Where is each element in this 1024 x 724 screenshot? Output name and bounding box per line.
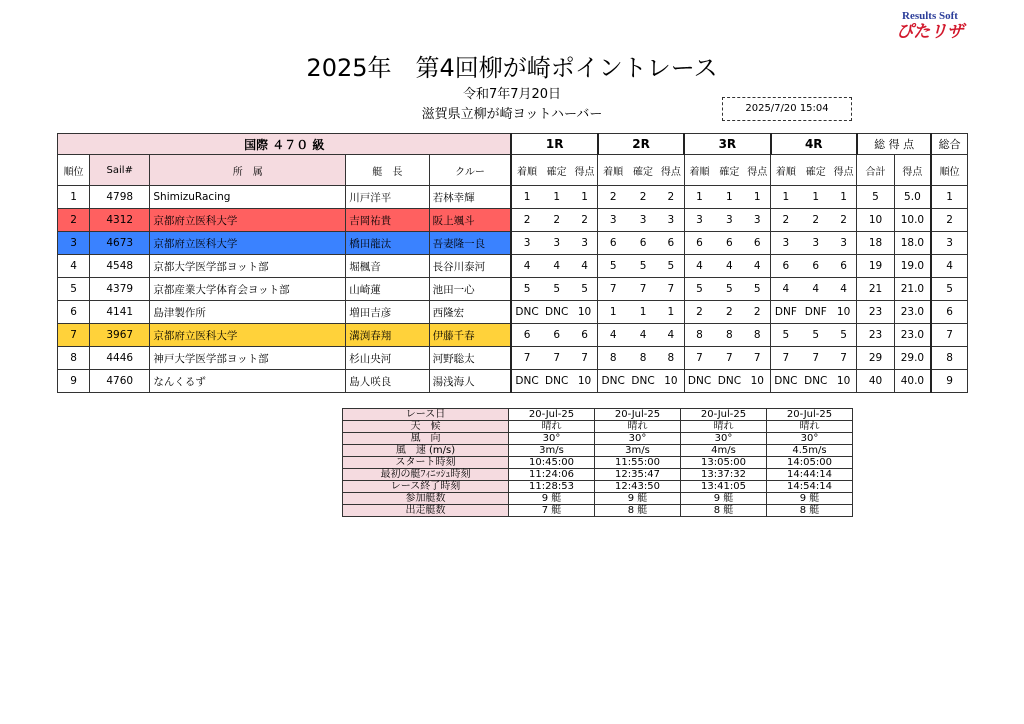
results-table <box>57 133 968 393</box>
points-cell: 1 <box>658 301 684 324</box>
points-cell: 7 <box>572 347 598 370</box>
skipper-cell: 島人咲良 <box>346 370 429 393</box>
rank-cell: 5 <box>58 278 90 301</box>
skipper-cell: 堀楓音 <box>346 255 429 278</box>
conditions-value: 11:55:00 <box>595 457 681 469</box>
conditions-label: 最初の艇ﾌｨﾆｯｼｭ時刻 <box>343 469 509 481</box>
points-cell: 10 <box>831 370 857 393</box>
confirm-cell: DNC <box>714 370 744 393</box>
col-sum-header: 合計 <box>857 155 894 186</box>
finish-cell: 4 <box>511 255 541 278</box>
points-cell: 2 <box>744 301 770 324</box>
club-cell: 島津製作所 <box>150 301 346 324</box>
confirm-cell: 5 <box>542 278 572 301</box>
score-cell: 5.0 <box>894 186 931 209</box>
class-name: 国際 ４７０ 級 <box>58 134 512 155</box>
conditions-value: 20-Jul-25 <box>509 409 595 421</box>
finish-cell: DNC <box>511 301 541 324</box>
skipper-cell: 増田吉彦 <box>346 301 429 324</box>
conditions-value: 晴れ <box>509 421 595 433</box>
confirm-cell: DNC <box>542 370 572 393</box>
club-cell: 京都府立医科大学 <box>150 232 346 255</box>
conditions-value: 20-Jul-25 <box>595 409 681 421</box>
conditions-value: 13:37:32 <box>681 469 767 481</box>
sum-cell: 10 <box>857 209 894 232</box>
confirm-cell: DNF <box>801 301 831 324</box>
confirm-cell: 6 <box>801 255 831 278</box>
conditions-value: 12:35:47 <box>595 469 681 481</box>
confirm-cell: 2 <box>801 209 831 232</box>
print-timestamp: 2025/7/20 15:04 <box>722 97 852 121</box>
confirm-cell: 3 <box>542 232 572 255</box>
race-header-4: 4R <box>771 134 857 155</box>
club-cell: 京都産業大学体育会ヨット部 <box>150 278 346 301</box>
logo-line1: Results Soft <box>902 10 958 22</box>
confirm-cell: 6 <box>714 232 744 255</box>
conditions-row <box>343 457 853 469</box>
race-conditions-table <box>342 408 853 517</box>
finish-cell: DNC <box>598 370 628 393</box>
points-cell: 3 <box>658 209 684 232</box>
score-cell: 23.0 <box>894 301 931 324</box>
finish-cell: 2 <box>511 209 541 232</box>
col-club-header: 所 属 <box>150 155 346 186</box>
finish-cell: DNC <box>511 370 541 393</box>
finish-cell: 6 <box>598 232 628 255</box>
sum-cell: 29 <box>857 347 894 370</box>
confirm-cell: DNC <box>542 301 572 324</box>
score-cell: 18.0 <box>894 232 931 255</box>
points-cell: 10 <box>744 370 770 393</box>
finish-cell: 2 <box>598 186 628 209</box>
points-cell: 4 <box>831 278 857 301</box>
rank-cell: 1 <box>58 186 90 209</box>
skipper-cell: 橋田龍汰 <box>346 232 429 255</box>
conditions-value: 11:24:06 <box>509 469 595 481</box>
conditions-value: 13:05:00 <box>681 457 767 469</box>
conditions-value: 晴れ <box>595 421 681 433</box>
conditions-value: 9 艇 <box>767 493 853 505</box>
points-cell: 5 <box>744 278 770 301</box>
conditions-row <box>343 433 853 445</box>
crew-cell: 湯浅海人 <box>429 370 511 393</box>
confirm-cell: 2 <box>542 209 572 232</box>
club-cell: ShimizuRacing <box>150 186 346 209</box>
points-cell: 8 <box>658 347 684 370</box>
conditions-label: 風 速 (m/s) <box>343 445 509 457</box>
confirm-cell: 1 <box>714 186 744 209</box>
finish-cell: 2 <box>684 301 714 324</box>
sub-points-header: 得点 <box>831 155 857 186</box>
race-header-3: 3R <box>684 134 770 155</box>
finish-cell: 7 <box>598 278 628 301</box>
final-rank-cell: 4 <box>931 255 967 278</box>
sub-finish-header: 着順 <box>684 155 714 186</box>
skipper-cell: 吉岡祐貴 <box>346 209 429 232</box>
sub-finish-header: 着順 <box>598 155 628 186</box>
header-row-1 <box>58 134 968 155</box>
points-cell: 6 <box>658 232 684 255</box>
final-rank-cell: 7 <box>931 324 967 347</box>
skipper-cell: 山崎蓮 <box>346 278 429 301</box>
finish-cell: 4 <box>771 278 801 301</box>
results-soft-logo <box>880 10 980 42</box>
conditions-label: 風 向 <box>343 433 509 445</box>
finish-cell: DNC <box>771 370 801 393</box>
conditions-label: レース終了時刻 <box>343 481 509 493</box>
conditions-value: 30° <box>509 433 595 445</box>
conditions-label: 参加艇数 <box>343 493 509 505</box>
confirm-cell: 4 <box>542 255 572 278</box>
sail-cell: 4141 <box>90 301 150 324</box>
rank-cell: 9 <box>58 370 90 393</box>
final-rank-cell: 6 <box>931 301 967 324</box>
conditions-value: 9 艇 <box>595 493 681 505</box>
points-cell: 2 <box>658 186 684 209</box>
sum-cell: 5 <box>857 186 894 209</box>
sub-finish-header: 着順 <box>771 155 801 186</box>
points-cell: 1 <box>744 186 770 209</box>
finish-cell: 5 <box>598 255 628 278</box>
points-cell: 6 <box>572 324 598 347</box>
points-cell: 10 <box>572 370 598 393</box>
rank-cell: 7 <box>58 324 90 347</box>
header-row-2 <box>58 155 968 186</box>
confirm-cell: 4 <box>628 324 658 347</box>
conditions-value: 7 艇 <box>509 505 595 517</box>
finish-cell: 7 <box>684 347 714 370</box>
sail-cell: 4446 <box>90 347 150 370</box>
finish-cell: 7 <box>771 347 801 370</box>
club-cell: 神戸大学医学部ヨット部 <box>150 347 346 370</box>
points-cell: 10 <box>658 370 684 393</box>
finish-cell: 4 <box>684 255 714 278</box>
points-cell: 1 <box>831 186 857 209</box>
sail-cell: 4798 <box>90 186 150 209</box>
conditions-value: 14:05:00 <box>767 457 853 469</box>
conditions-value: 9 艇 <box>681 493 767 505</box>
overall-header: 総合 <box>931 134 967 155</box>
conditions-value: 14:54:14 <box>767 481 853 493</box>
conditions-label: スタート時刻 <box>343 457 509 469</box>
points-cell: 10 <box>572 301 598 324</box>
race-date: 令和7年7月20日 <box>462 87 562 102</box>
crew-cell: 西隆宏 <box>429 301 511 324</box>
confirm-cell: 1 <box>801 186 831 209</box>
points-cell: 3 <box>831 232 857 255</box>
rank-cell: 4 <box>58 255 90 278</box>
table-row <box>58 370 968 393</box>
finish-cell: 6 <box>684 232 714 255</box>
sail-cell: 4379 <box>90 278 150 301</box>
crew-cell: 伊藤千春 <box>429 324 511 347</box>
score-cell: 10.0 <box>894 209 931 232</box>
finish-cell: 1 <box>684 186 714 209</box>
col-crew-header: クルー <box>429 155 511 186</box>
rank-cell: 3 <box>58 232 90 255</box>
points-cell: 6 <box>831 255 857 278</box>
finish-cell: 5 <box>771 324 801 347</box>
finish-cell: 3 <box>684 209 714 232</box>
points-cell: 5 <box>572 278 598 301</box>
sail-cell: 3967 <box>90 324 150 347</box>
conditions-value: 30° <box>767 433 853 445</box>
col-sail-header: Sail# <box>90 155 150 186</box>
sail-cell: 4673 <box>90 232 150 255</box>
rank-cell: 2 <box>58 209 90 232</box>
points-cell: 8 <box>744 324 770 347</box>
confirm-cell: 2 <box>628 186 658 209</box>
sub-points-header: 得点 <box>572 155 598 186</box>
points-cell: 7 <box>831 347 857 370</box>
confirm-cell: 7 <box>714 347 744 370</box>
skipper-cell: 溝渕春翔 <box>346 324 429 347</box>
skipper-cell: 杉山央河 <box>346 347 429 370</box>
conditions-row <box>343 481 853 493</box>
finish-cell: 7 <box>511 347 541 370</box>
finish-cell: 3 <box>771 232 801 255</box>
table-row <box>58 255 968 278</box>
score-cell: 40.0 <box>894 370 931 393</box>
conditions-value: 9 艇 <box>509 493 595 505</box>
points-cell: 1 <box>572 186 598 209</box>
conditions-row <box>343 409 853 421</box>
finish-cell: DNC <box>684 370 714 393</box>
conditions-row <box>343 469 853 481</box>
confirm-cell: 8 <box>714 324 744 347</box>
points-cell: 6 <box>744 232 770 255</box>
conditions-value: 30° <box>595 433 681 445</box>
club-cell: 京都府立医科大学 <box>150 209 346 232</box>
conditions-value: 晴れ <box>681 421 767 433</box>
conditions-value: 30° <box>681 433 767 445</box>
conditions-value: 8 艇 <box>595 505 681 517</box>
conditions-row <box>343 445 853 457</box>
final-rank-cell: 3 <box>931 232 967 255</box>
club-cell: なんくるず <box>150 370 346 393</box>
table-row <box>58 347 968 370</box>
points-cell: 5 <box>658 255 684 278</box>
conditions-value: 晴れ <box>767 421 853 433</box>
points-cell: 2 <box>831 209 857 232</box>
conditions-value: 3m/s <box>595 445 681 457</box>
col-rank-header: 順位 <box>58 155 90 186</box>
finish-cell: 4 <box>598 324 628 347</box>
finish-cell: 3 <box>511 232 541 255</box>
sail-cell: 4548 <box>90 255 150 278</box>
conditions-value: 20-Jul-25 <box>681 409 767 421</box>
venue: 滋賀県立柳が崎ヨットハーバー <box>421 107 603 122</box>
confirm-cell: 7 <box>801 347 831 370</box>
finish-cell: 6 <box>771 255 801 278</box>
final-rank-cell: 9 <box>931 370 967 393</box>
confirm-cell: 7 <box>542 347 572 370</box>
crew-cell: 長谷川泰河 <box>429 255 511 278</box>
confirm-cell: 5 <box>714 278 744 301</box>
confirm-cell: 5 <box>628 255 658 278</box>
conditions-row <box>343 421 853 433</box>
confirm-cell: DNC <box>801 370 831 393</box>
sum-cell: 23 <box>857 324 894 347</box>
finish-cell: 8 <box>684 324 714 347</box>
points-cell: 3 <box>744 209 770 232</box>
confirm-cell: 1 <box>542 186 572 209</box>
skipper-cell: 川戸洋平 <box>346 186 429 209</box>
conditions-row <box>343 505 853 517</box>
confirm-cell: 3 <box>714 209 744 232</box>
confirm-cell: 3 <box>628 209 658 232</box>
confirm-cell: 2 <box>714 301 744 324</box>
finish-cell: 1 <box>511 186 541 209</box>
conditions-value: 13:41:05 <box>681 481 767 493</box>
points-cell: 4 <box>658 324 684 347</box>
conditions-value: 4.5m/s <box>767 445 853 457</box>
confirm-cell: 7 <box>628 278 658 301</box>
conditions-value: 4m/s <box>681 445 767 457</box>
conditions-value: 11:28:53 <box>509 481 595 493</box>
crew-cell: 池田一心 <box>429 278 511 301</box>
crew-cell: 河野聡太 <box>429 347 511 370</box>
points-cell: 7 <box>744 347 770 370</box>
sum-cell: 21 <box>857 278 894 301</box>
confirm-cell: 1 <box>628 301 658 324</box>
confirm-cell: DNC <box>628 370 658 393</box>
rank-cell: 8 <box>58 347 90 370</box>
conditions-row <box>343 493 853 505</box>
score-cell: 19.0 <box>894 255 931 278</box>
conditions-value: 3m/s <box>509 445 595 457</box>
finish-cell: 6 <box>511 324 541 347</box>
sum-cell: 19 <box>857 255 894 278</box>
crew-cell: 若林幸輝 <box>429 186 511 209</box>
col-score-header: 得点 <box>894 155 931 186</box>
final-rank-cell: 1 <box>931 186 967 209</box>
crew-cell: 阪上颯斗 <box>429 209 511 232</box>
conditions-value: 14:44:14 <box>767 469 853 481</box>
confirm-cell: 5 <box>801 324 831 347</box>
confirm-cell: 4 <box>714 255 744 278</box>
score-cell: 23.0 <box>894 324 931 347</box>
club-cell: 京都府立医科大学 <box>150 324 346 347</box>
col-final-rank-header: 順位 <box>931 155 967 186</box>
sub-confirm-header: 確定 <box>542 155 572 186</box>
final-rank-cell: 8 <box>931 347 967 370</box>
table-row <box>58 186 968 209</box>
finish-cell: DNF <box>771 301 801 324</box>
finish-cell: 5 <box>511 278 541 301</box>
page-title: 2025年 第4回柳が崎ポイントレース <box>306 54 718 82</box>
points-cell: 2 <box>572 209 598 232</box>
finish-cell: 2 <box>771 209 801 232</box>
sail-cell: 4760 <box>90 370 150 393</box>
table-row <box>58 278 968 301</box>
col-skipper-header: 艇 長 <box>346 155 429 186</box>
confirm-cell: 3 <box>801 232 831 255</box>
race-header-2: 2R <box>598 134 684 155</box>
final-rank-cell: 5 <box>931 278 967 301</box>
finish-cell: 8 <box>598 347 628 370</box>
conditions-value: 8 艇 <box>681 505 767 517</box>
table-row <box>58 209 968 232</box>
confirm-cell: 6 <box>628 232 658 255</box>
table-row <box>58 232 968 255</box>
sum-cell: 18 <box>857 232 894 255</box>
sum-cell: 23 <box>857 301 894 324</box>
total-points-header: 総 得 点 <box>857 134 931 155</box>
finish-cell: 1 <box>771 186 801 209</box>
points-cell: 5 <box>831 324 857 347</box>
final-rank-cell: 2 <box>931 209 967 232</box>
conditions-label: レース日 <box>343 409 509 421</box>
finish-cell: 5 <box>684 278 714 301</box>
finish-cell: 3 <box>598 209 628 232</box>
sub-points-header: 得点 <box>658 155 684 186</box>
race-header-1: 1R <box>511 134 597 155</box>
confirm-cell: 6 <box>542 324 572 347</box>
sub-points-header: 得点 <box>744 155 770 186</box>
conditions-label: 出走艇数 <box>343 505 509 517</box>
conditions-label: 天 候 <box>343 421 509 433</box>
table-row <box>58 301 968 324</box>
table-row <box>58 324 968 347</box>
sum-cell: 40 <box>857 370 894 393</box>
score-cell: 29.0 <box>894 347 931 370</box>
finish-cell: 1 <box>598 301 628 324</box>
points-cell: 4 <box>572 255 598 278</box>
conditions-value: 8 艇 <box>767 505 853 517</box>
points-cell: 3 <box>572 232 598 255</box>
score-cell: 21.0 <box>894 278 931 301</box>
sub-confirm-header: 確定 <box>714 155 744 186</box>
sub-confirm-header: 確定 <box>801 155 831 186</box>
sail-cell: 4312 <box>90 209 150 232</box>
confirm-cell: 4 <box>801 278 831 301</box>
logo-line2: ぴたリザ <box>896 22 964 42</box>
sub-confirm-header: 確定 <box>628 155 658 186</box>
conditions-value: 12:43:50 <box>595 481 681 493</box>
points-cell: 10 <box>831 301 857 324</box>
conditions-value: 20-Jul-25 <box>767 409 853 421</box>
rank-cell: 6 <box>58 301 90 324</box>
confirm-cell: 8 <box>628 347 658 370</box>
points-cell: 4 <box>744 255 770 278</box>
club-cell: 京都大学医学部ヨット部 <box>150 255 346 278</box>
points-cell: 7 <box>658 278 684 301</box>
conditions-value: 10:45:00 <box>509 457 595 469</box>
sub-finish-header: 着順 <box>511 155 541 186</box>
crew-cell: 吾妻隆一良 <box>429 232 511 255</box>
